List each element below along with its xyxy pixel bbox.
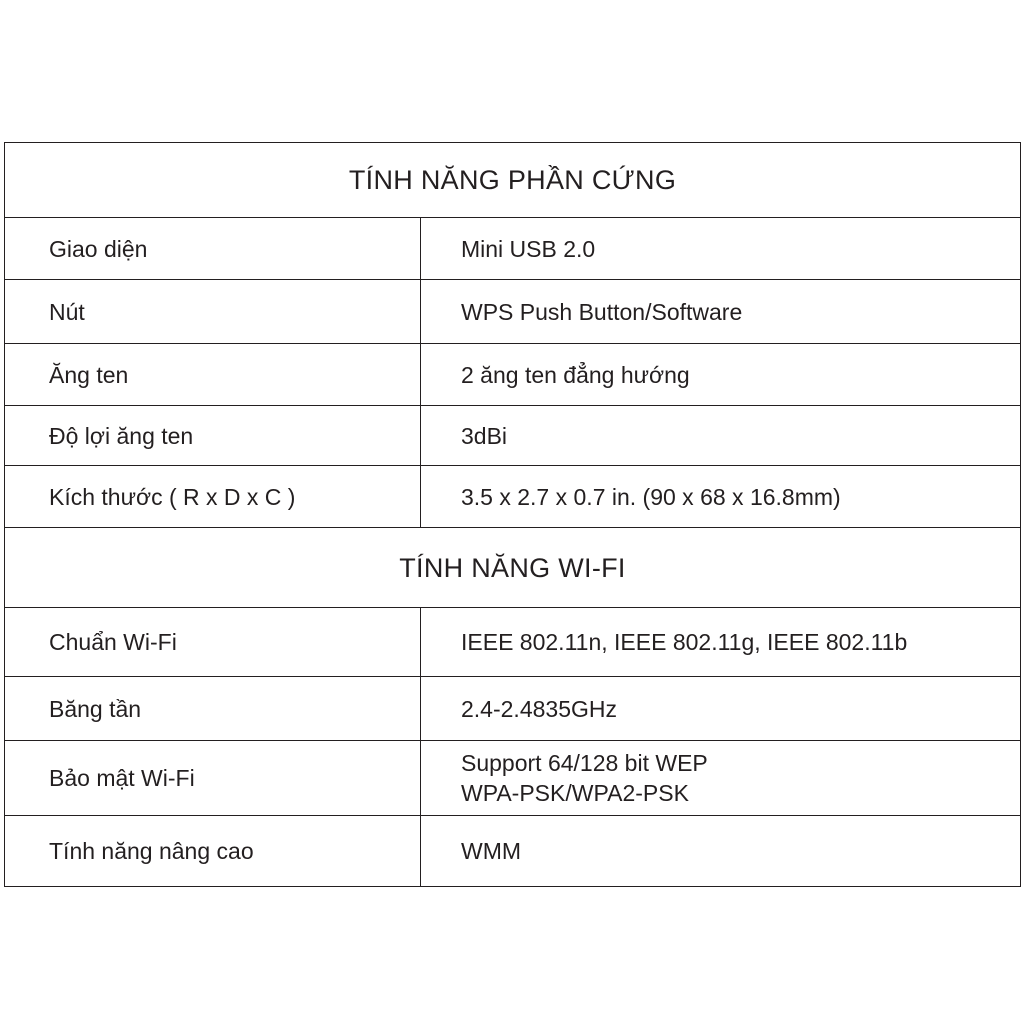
table-row	[5, 677, 1021, 741]
spec-value: WPS Push Button/Software	[421, 280, 1021, 344]
table-row	[5, 218, 1021, 280]
spec-value-multiline	[421, 741, 1021, 816]
table-row	[5, 406, 1021, 466]
spec-value-line: WPA-PSK/WPA2-PSK	[461, 780, 689, 806]
table-row	[5, 816, 1021, 887]
spec-value: Mini USB 2.0	[421, 218, 1021, 280]
spec-value: 2.4-2.4835GHz	[421, 677, 1021, 741]
table-row	[5, 344, 1021, 406]
spec-label: Chuẩn Wi-Fi	[5, 608, 421, 677]
spec-label: Giao diện	[5, 218, 421, 280]
spec-value: 3dBi	[421, 406, 1021, 466]
section-title-hardware: TÍNH NĂNG PHẦN CỨNG	[5, 143, 1021, 218]
section-header-hardware	[5, 143, 1021, 218]
spec-label: Tính năng nâng cao	[5, 816, 421, 887]
section-title-wifi: TÍNH NĂNG WI-FI	[5, 528, 1021, 608]
table-row	[5, 741, 1021, 816]
spec-value: 3.5 x 2.7 x 0.7 in. (90 x 68 x 16.8mm)	[421, 466, 1021, 528]
spec-value: 2 ăng ten đẳng hướng	[421, 344, 1021, 406]
spec-table	[4, 142, 1021, 887]
spec-value: IEEE 802.11n, IEEE 802.11g, IEEE 802.11b	[421, 608, 1021, 677]
spec-label: Ăng ten	[5, 344, 421, 406]
spec-label: Bảo mật Wi-Fi	[5, 741, 421, 816]
table-row	[5, 608, 1021, 677]
spec-label: Kích thước ( R x D x C )	[5, 466, 421, 528]
spec-label: Độ lợi ăng ten	[5, 406, 421, 466]
spec-value: WMM	[421, 816, 1021, 887]
table-row	[5, 466, 1021, 528]
spec-label: Băng tần	[5, 677, 421, 741]
table-row	[5, 280, 1021, 344]
spec-label: Nút	[5, 280, 421, 344]
section-header-wifi	[5, 528, 1021, 608]
spec-value-line: Support 64/128 bit WEP	[461, 750, 708, 776]
